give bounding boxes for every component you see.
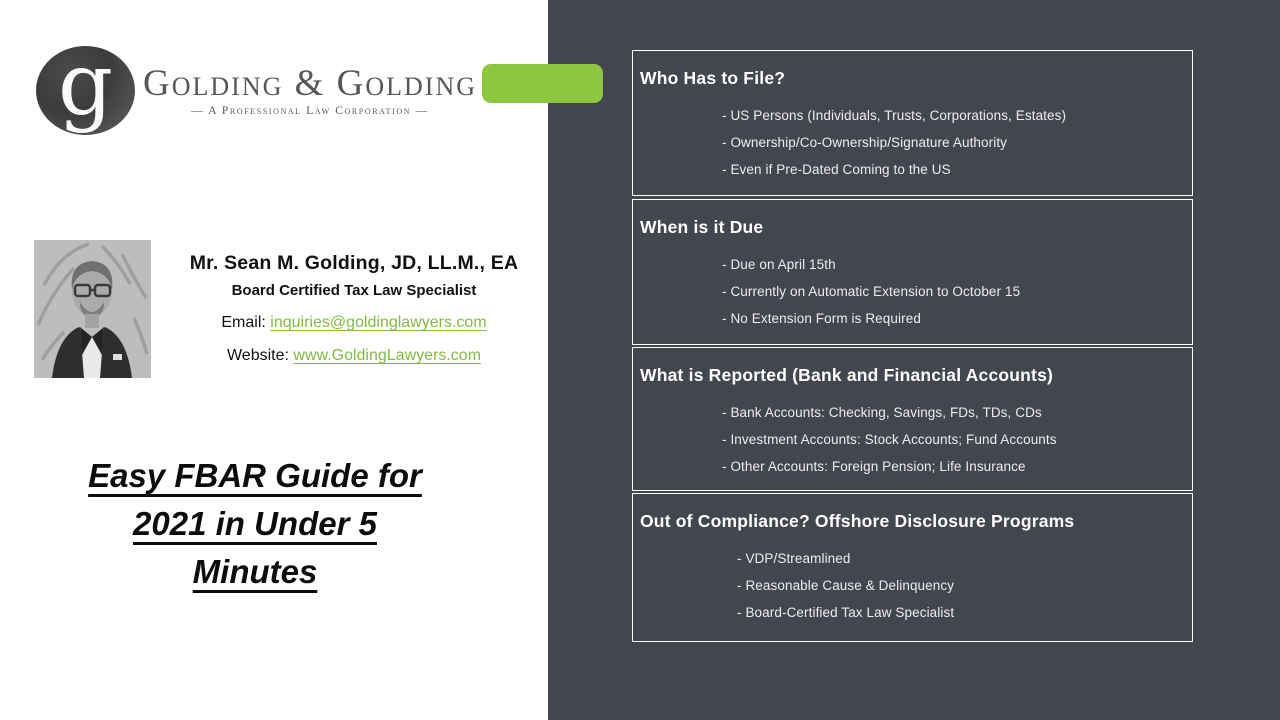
bullet-item: - Ownership/Co-Ownership/Signature Authority: [722, 135, 1008, 150]
panel-who-has-to-file: [632, 50, 1193, 196]
firm-logo: [36, 34, 478, 135]
bullet-item: - US Persons (Individuals, Trusts, Corporations, Estates): [722, 108, 1067, 123]
firm-name: Golding & Golding: [143, 62, 478, 104]
green-accent-bar: [482, 64, 603, 103]
bullet-item: - Investment Accounts: Stock Accounts; Fund Accounts: [722, 432, 1057, 447]
logo-monogram-letter: g: [57, 34, 114, 135]
slide-title-line-1: Easy FBAR Guide for: [88, 457, 422, 494]
email-label: Email:: [221, 314, 271, 331]
attorney-credential: Board Certified Tax Law Specialist: [231, 282, 477, 299]
panel-bullet-list: [722, 399, 1192, 480]
website-line: [168, 347, 540, 365]
panel-out-of-compliance: [632, 493, 1193, 642]
panel-heading: Who Has to File?: [640, 68, 786, 88]
attorney-contact-block: [168, 252, 540, 365]
email-link[interactable]: inquiries@goldinglawyers.com: [270, 314, 487, 331]
firm-tagline: — A Professional Law Corporation —: [191, 104, 429, 117]
bullet-item: - VDP/Streamlined: [737, 551, 851, 566]
panel-bullet-list: [722, 102, 1192, 183]
panel-heading: Out of Compliance? Offshore Disclosure Programs: [640, 511, 1075, 531]
panel-heading: What is Reported (Bank and Financial Accounts): [640, 365, 1054, 385]
website-link[interactable]: www.GoldingLawyers.com: [293, 347, 482, 364]
logo-monogram-icon: [36, 34, 135, 135]
slide-title: [58, 452, 452, 596]
panel-bullet-list: [722, 251, 1192, 332]
bullet-item: - Due on April 15th: [722, 257, 836, 272]
slide-title-line-3: Minutes: [192, 553, 318, 590]
bullet-item: - Board-Certified Tax Law Specialist: [737, 605, 955, 620]
email-line: [168, 314, 540, 332]
logo-text: [143, 62, 478, 117]
panel-what-is-reported: [632, 347, 1193, 491]
bullet-item: - Currently on Automatic Extension to October 15: [722, 284, 1021, 299]
attorney-photo: [34, 240, 151, 378]
attorney-name: Mr. Sean M. Golding, JD, LL.M., EA: [189, 252, 519, 274]
bullet-item: - Even if Pre-Dated Coming to the US: [722, 162, 951, 177]
bullet-item: - Bank Accounts: Checking, Savings, FDs, TDs, CDs: [722, 405, 1042, 420]
bullet-item: - No Extension Form is Required: [722, 311, 921, 326]
website-label: Website:: [226, 347, 294, 364]
bullet-item: - Other Accounts: Foreign Pension; Life Insurance: [722, 459, 1026, 474]
slide-title-line-2: 2021 in Under 5: [133, 505, 377, 542]
panel-bullet-list: [737, 545, 1192, 626]
panel-heading: When is it Due: [640, 217, 764, 237]
panel-when-is-it-due: [632, 199, 1193, 345]
bullet-item: - Reasonable Cause & Delinquency: [737, 578, 955, 593]
